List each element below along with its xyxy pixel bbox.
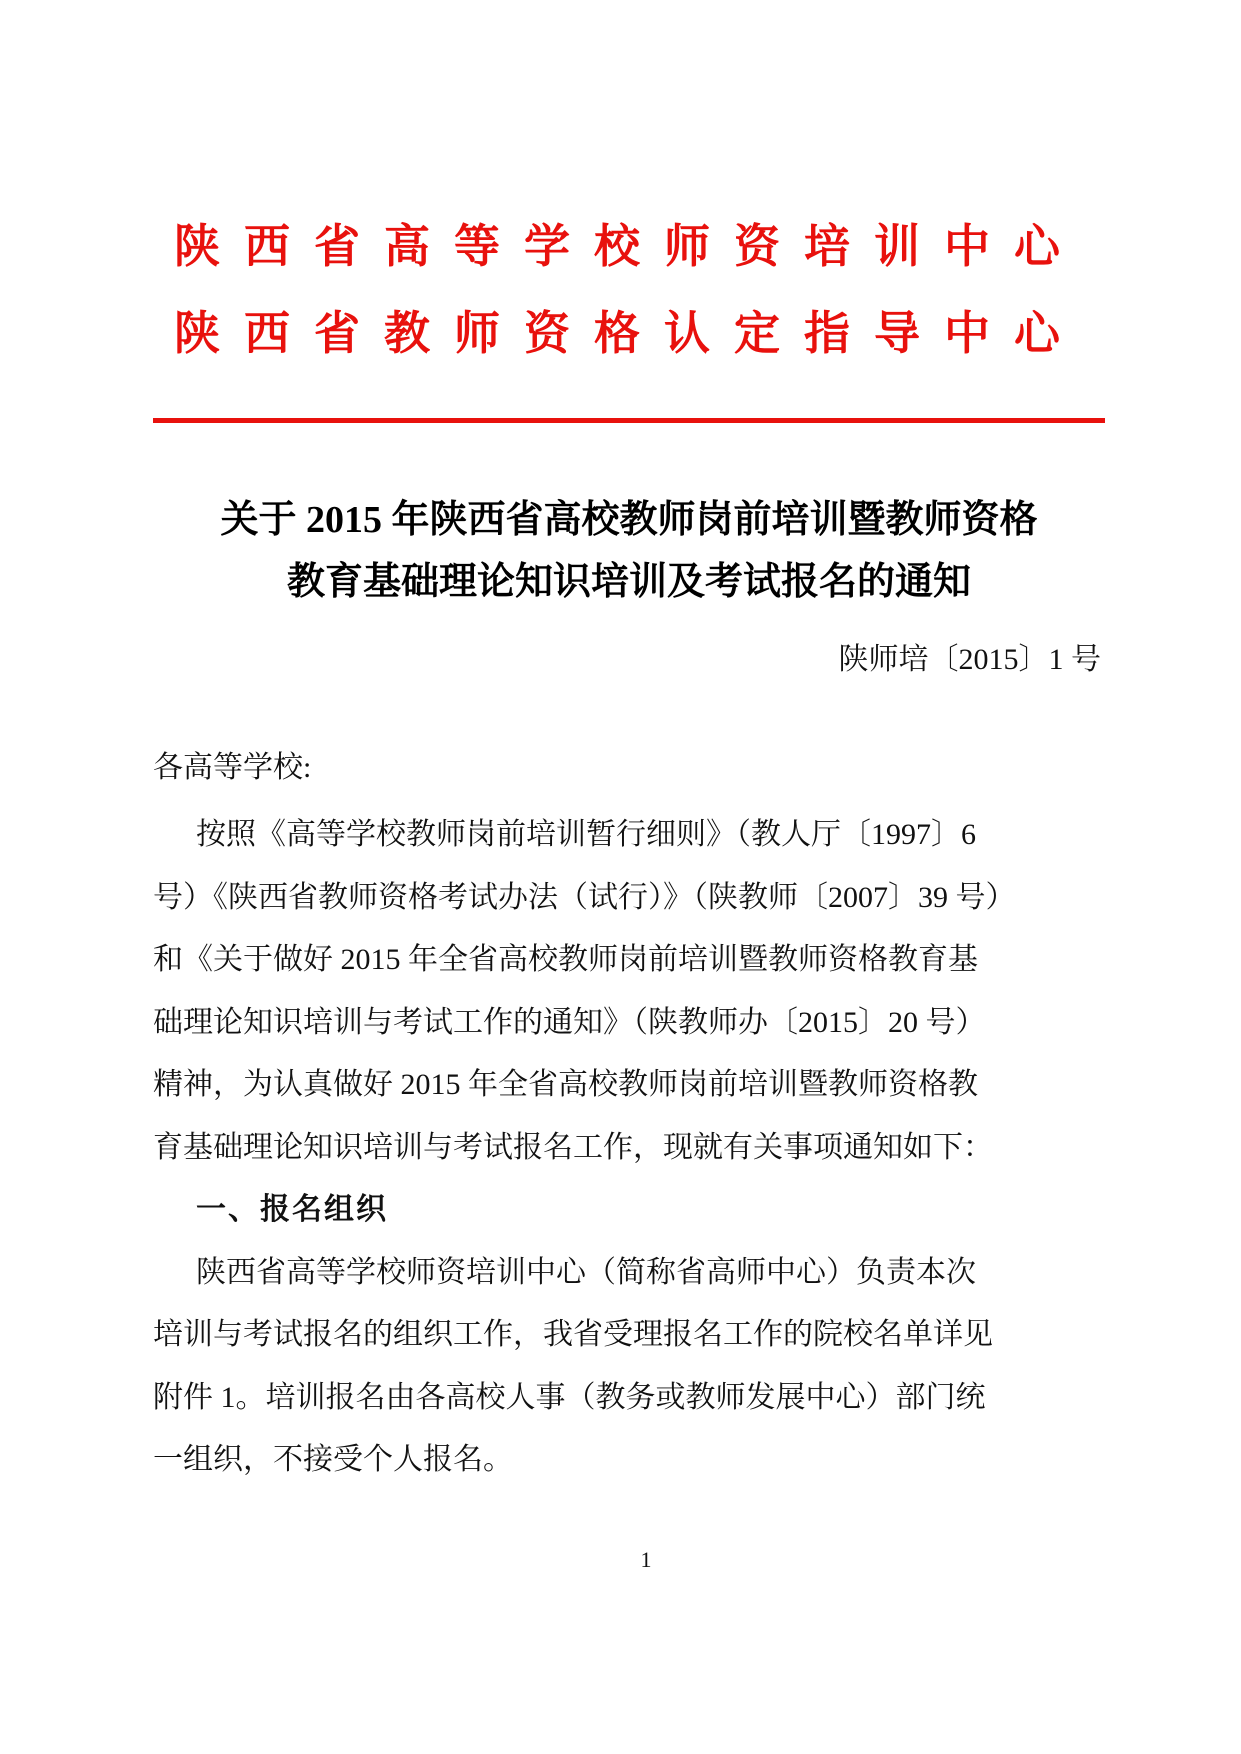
letterhead-line-2: 陕西省教师资格认定指导中心 xyxy=(174,308,1084,359)
letterhead xyxy=(153,203,1105,377)
document-body xyxy=(153,804,1163,1492)
document-number: 陕师培〔2015〕1 号 xyxy=(838,643,1101,676)
body-line: 础理论知识培训与考试工作的通知》（陕教师办〔2015〕20 号） xyxy=(153,1005,986,1039)
body-line: 一组织，不接受个人报名。 xyxy=(153,1443,513,1476)
body-line: 精神，为认真做好 2015 年全省高校教师岗前培训暨教师资格教 xyxy=(153,1068,978,1101)
document-title xyxy=(153,489,1105,613)
body-line: 和《关于做好 2015 年全省高校教师岗前培训暨教师资格教育基 xyxy=(153,943,978,976)
document-title-line-1: 关于 2015 年陕西省高校教师岗前培训暨教师资格 xyxy=(220,499,1038,541)
body-line: 培训与考试报名的组织工作，我省受理报名工作的院校名单详见 xyxy=(153,1318,993,1351)
letterhead-divider xyxy=(153,418,1105,423)
page-number: 1 xyxy=(640,1547,652,1572)
document-title-line-2: 教育基础理论知识培训及考试报名的通知 xyxy=(286,561,971,603)
body-line: 陕西省高等学校师资培训中心（简称省高师中心）负责本次 xyxy=(196,1255,976,1289)
body-line: 附件 1。培训报名由各高校人事（教务或教师发展中心）部门统 xyxy=(153,1380,986,1414)
section-1-heading: 一、报名组织 xyxy=(196,1193,388,1226)
body-line: 号）《陕西省教师资格考试办法（试行）》（陕教师〔2007〕39 号） xyxy=(153,880,1016,914)
body-line: 按照《高等学校教师岗前培训暂行细则》（教人厅〔1997〕6 xyxy=(196,818,976,851)
letterhead-line-1: 陕西省高等学校师资培训中心 xyxy=(174,221,1084,272)
salutation: 各高等学校: xyxy=(153,751,312,784)
body-line: 育基础理论知识培训与考试报名工作，现就有关事项通知如下： xyxy=(153,1130,993,1164)
